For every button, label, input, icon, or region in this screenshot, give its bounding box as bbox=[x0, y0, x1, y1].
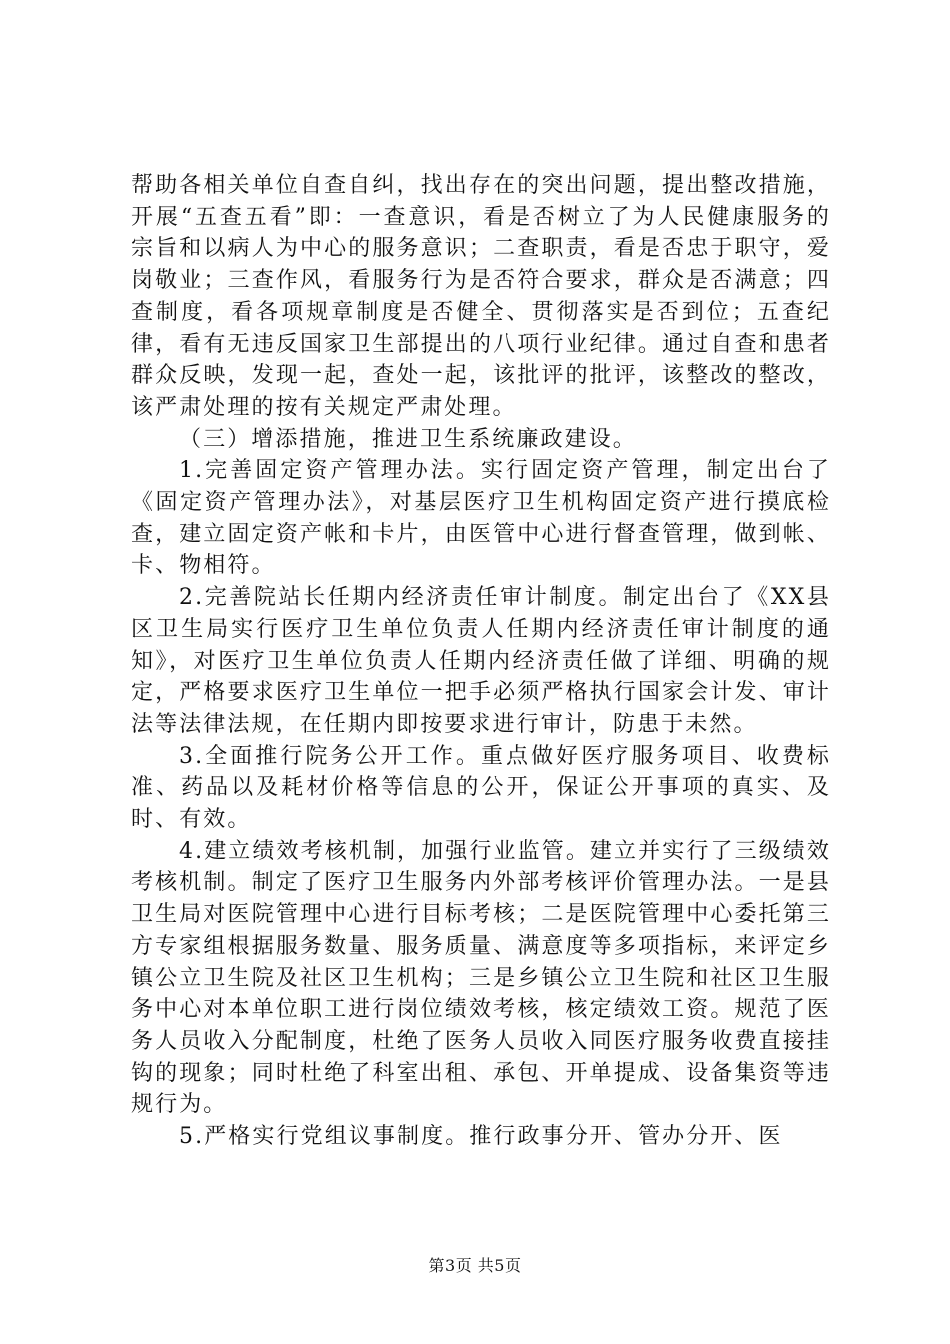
paragraph-item-4: 4.建立绩效考核机制，加强行业监管。建立并实行了三级绩效考核机制。制定了医疗卫生服务内外部考核评价管理办法。一是县卫生局对医院管理中心进行目标考核；二是医院管理中心委托第三方专家组根据服务数量、服务质量、满意度等多项指标，来评定乡镇公立卫生院及社区卫生机构；三是乡镇公立卫生院和社区卫生服务中心对本单位职工进行岗位绩效考核，核定绩效工资。规范了医务人员收入分配制度，杜绝了医务人员收入同医疗服务收费直接挂钩的现象；同时杜绝了科室出租、承包、开单提成、设备集资等违规行为。 bbox=[131, 838, 831, 1118]
paragraph-item-1: 1.完善固定资产管理办法。实行固定资产管理，制定出台了《固定资产管理办法》，对基层医疗卫生机构固定资产进行摸底检查，建立固定资产帐和卡片，由医管中心进行督查管理，做到帐、卡、物相符。 bbox=[131, 458, 831, 579]
page-number: 第3页 共5页 bbox=[428, 1256, 522, 1275]
document-body bbox=[131, 170, 831, 1153]
paragraph-item-2: 2.完善院站长任期内经济责任审计制度。制定出台了《XX县区卫生局实行医疗卫生单位负责人任期内经济责任审计制度的通知》，对医疗卫生单位负责人任期内经济责任做了详细、明确的规定，严格要求医疗卫生单位一把手必须严格执行国家会计发、审计法等法律法规，在任期内即按要求进行审计，防患于未然。 bbox=[131, 585, 831, 737]
paragraph-item-3: 3.全面推行院务公开工作。重点做好医疗服务项目、收费标准、药品以及耗材价格等信息的公开，保证公开事项的真实、及时、有效。 bbox=[131, 743, 831, 833]
paragraph-continuation: 帮助各相关单位自查自纠，找出存在的突出问题，提出整改措施，开展“五查五看”即：一查意识，看是否树立了为人民健康服务的宗旨和以病人为中心的服务意识；二查职责，看是否忠于职守，爱岗敬业；三查作风，看服务行为是否符合要求，群众是否满意；四查制度，看各项规章制度是否健全、贯彻落实是否到位；五查纪律，看有无违反国家卫生部提出的八项行业纪律。通过自查和患者群众反映，发现一起，查处一起，该批评的批评，该整改的整改，该严肃处理的按有关规定严肃处理。 bbox=[131, 173, 831, 420]
page-footer bbox=[0, 1253, 950, 1276]
section-heading: （三）增添措施，推进卫生系统廉政建设。 bbox=[179, 426, 637, 452]
paragraph-item-5: 5.严格实行党组议事制度。推行政事分开、管办分开、医 bbox=[179, 1124, 783, 1150]
